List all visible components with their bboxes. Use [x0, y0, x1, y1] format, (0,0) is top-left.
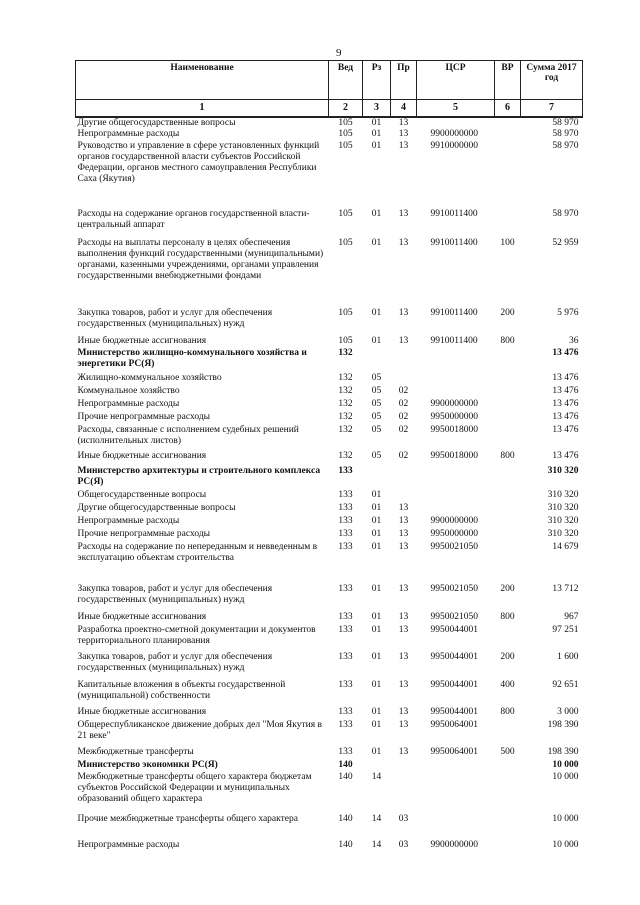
- table-row: [76, 308, 583, 336]
- cell-name: Непрограммные расходы: [77, 398, 180, 409]
- header-csr: ЦСР: [417, 61, 495, 100]
- cell-sum: 13 476: [552, 347, 579, 358]
- cell-name: Прочие непрограммные расходы: [77, 528, 211, 539]
- cell-vr: 800: [500, 611, 515, 622]
- cell-vr: [495, 466, 521, 490]
- table-row: [76, 516, 583, 529]
- cell-csr: 9900000000: [430, 398, 478, 409]
- cell-ved: 133: [338, 489, 353, 500]
- cell-ved: 132: [338, 347, 353, 358]
- cell-csr: 9950018000: [430, 450, 478, 461]
- cell-csr: [417, 772, 495, 814]
- cell-vr: [495, 348, 521, 373]
- cell-pr: 02: [398, 398, 409, 409]
- cell-vr: [495, 141, 521, 209]
- header-sum: Сумма 2017 год: [521, 61, 583, 100]
- cell-rz: 14: [371, 813, 382, 824]
- cell-pr: [391, 466, 417, 490]
- cell-vr: [495, 503, 521, 516]
- cell-name: Закупка товаров, работ и услуг для обеспечения государственных (муниципальных) нужд: [77, 307, 273, 329]
- cell-sum: 58 970: [552, 208, 579, 219]
- cell-name: Иные бюджетные ассигнования: [77, 611, 207, 622]
- cell-ved: 132: [338, 398, 353, 409]
- cell-rz: [363, 466, 391, 490]
- cell-name: Иные бюджетные ассигнования: [77, 335, 207, 346]
- cell-name: Министерство жилищно-коммунального хозяйства и энергетики РС(Я): [77, 347, 307, 369]
- cell-vr: [495, 516, 521, 529]
- cell-sum: 310 320: [547, 528, 579, 539]
- cell-pr: [391, 348, 417, 373]
- cell-rz: 05: [371, 372, 382, 383]
- cell-vr: [495, 529, 521, 542]
- cell-csr: [417, 503, 495, 516]
- cell-ved: 132: [338, 372, 353, 383]
- cell-sum: 58 970: [552, 140, 579, 151]
- table-row: [76, 584, 583, 612]
- cell-sum: 13 476: [552, 398, 579, 409]
- cell-csr: 9900000000: [430, 839, 478, 850]
- cell-vr: [495, 625, 521, 652]
- cell-ved: 105: [338, 237, 353, 248]
- cell-csr: 9950044001: [430, 679, 478, 690]
- cell-rz: 01: [371, 502, 382, 513]
- cell-rz: 14: [371, 839, 382, 850]
- cell-name: Расходы, связанные с исполнением судебных решений (исполнительных листов): [77, 424, 299, 446]
- cell-csr: 9950064001: [430, 746, 478, 757]
- cell-vr: [495, 490, 521, 503]
- cell-rz: 05: [371, 411, 382, 422]
- cell-vr: [495, 760, 521, 772]
- table-row: [76, 373, 583, 386]
- table-row: [76, 747, 583, 760]
- cell-sum: 13 712: [552, 583, 579, 594]
- cell-sum: 58 970: [552, 129, 579, 140]
- cell-rz: 01: [371, 335, 382, 346]
- cell-sum: 310 320: [547, 489, 579, 500]
- cell-pr: 13: [398, 129, 409, 140]
- cell-vr: [495, 840, 521, 854]
- cell-pr: [391, 772, 417, 814]
- cell-vr: [495, 129, 521, 140]
- cell-rz: [363, 348, 391, 373]
- table-row: [76, 542, 583, 584]
- table-row: [76, 652, 583, 680]
- table-row: [76, 238, 583, 308]
- cell-csr: [417, 490, 495, 503]
- cell-pr: 13: [398, 502, 409, 513]
- cell-rz: 01: [371, 129, 382, 140]
- cell-pr: 02: [398, 424, 409, 435]
- col-number: 5: [417, 100, 495, 118]
- cell-pr: 13: [398, 515, 409, 526]
- col-number: 4: [391, 100, 417, 118]
- cell-rz: 01: [371, 583, 382, 594]
- cell-rz: 01: [371, 515, 382, 526]
- cell-vr: 100: [500, 237, 515, 248]
- table-row: [76, 814, 583, 840]
- cell-ved: 133: [338, 583, 353, 594]
- cell-sum: 13 476: [552, 411, 579, 422]
- cell-name: Капитальные вложения в объекты государственной (муниципальной) собственности: [77, 679, 286, 701]
- cell-csr: 9900000000: [430, 129, 478, 140]
- cell-sum: 14 679: [552, 541, 579, 552]
- col-number: 2: [329, 100, 363, 118]
- cell-pr: 13: [398, 208, 409, 219]
- cell-ved: 105: [338, 129, 353, 140]
- cell-vr: [495, 117, 521, 129]
- table-body: [76, 117, 583, 854]
- cell-pr: 13: [398, 624, 409, 635]
- cell-vr: 200: [500, 651, 515, 662]
- budget-table: [75, 60, 583, 854]
- cell-rz: 01: [371, 651, 382, 662]
- table-row: [76, 399, 583, 412]
- col-number: 3: [363, 100, 391, 118]
- cell-name: Непрограммные расходы: [77, 839, 180, 850]
- cell-name: Расходы на содержание по непереданным и невведенным в эксплуатацию объектам строительства: [77, 541, 318, 563]
- cell-name: Общереспубликанское движение добрых дел "Моя Якутия в 21 веке": [77, 719, 322, 741]
- cell-ved: 132: [338, 411, 353, 422]
- cell-sum: 310 320: [547, 502, 579, 513]
- table-row: [76, 680, 583, 707]
- cell-ved: 133: [338, 624, 353, 635]
- cell-vr: 400: [500, 679, 515, 690]
- table-row: [76, 412, 583, 425]
- cell-pr: [391, 760, 417, 772]
- cell-rz: 01: [371, 118, 382, 128]
- cell-rz: 01: [371, 208, 382, 219]
- cell-csr: 9950021050: [430, 611, 478, 622]
- cell-ved: 133: [338, 651, 353, 662]
- cell-ved: 133: [338, 679, 353, 690]
- cell-pr: [391, 490, 417, 503]
- cell-name: Закупка товаров, работ и услуг для обеспечения государственных (муниципальных) нужд: [77, 583, 273, 605]
- cell-ved: 133: [338, 502, 353, 513]
- cell-sum: 310 320: [547, 465, 579, 476]
- cell-ved: 133: [338, 465, 353, 476]
- cell-csr: [417, 466, 495, 490]
- table-row: [76, 625, 583, 652]
- cell-sum: 1 600: [557, 651, 579, 662]
- table-row: [76, 466, 583, 490]
- cell-ved: 105: [338, 208, 353, 219]
- cell-pr: 13: [398, 541, 409, 552]
- cell-vr: [495, 209, 521, 238]
- cell-vr: [495, 542, 521, 584]
- cell-csr: [417, 117, 495, 129]
- cell-pr: 03: [398, 813, 409, 824]
- table-row: [76, 141, 583, 209]
- cell-ved: 133: [338, 719, 353, 730]
- cell-sum: 198 390: [547, 719, 579, 730]
- table-row: [76, 760, 583, 772]
- cell-rz: 05: [371, 398, 382, 409]
- cell-csr: 9910011400: [430, 208, 478, 219]
- table-row: [76, 386, 583, 399]
- cell-rz: 01: [371, 719, 382, 730]
- cell-csr: 9910011400: [430, 307, 478, 318]
- cell-name: Министерство архитектуры и строительного комплекса РС(Я): [77, 465, 321, 487]
- cell-rz: 01: [371, 489, 382, 500]
- cell-rz: 01: [371, 237, 382, 248]
- cell-sum: 13 476: [552, 372, 579, 383]
- cell-ved: 105: [338, 335, 353, 346]
- cell-csr: 9950021050: [430, 541, 478, 552]
- cell-vr: [495, 425, 521, 451]
- cell-name: Закупка товаров, работ и услуг для обеспечения государственных (муниципальных) нужд: [77, 651, 273, 673]
- cell-vr: 200: [500, 307, 515, 318]
- cell-vr: [495, 373, 521, 386]
- cell-pr: 13: [398, 719, 409, 730]
- table-row: [76, 451, 583, 466]
- cell-vr: [495, 412, 521, 425]
- cell-pr: 13: [398, 118, 409, 128]
- cell-pr: 02: [398, 411, 409, 422]
- cell-rz: 01: [371, 541, 382, 552]
- cell-name: Иные бюджетные ассигнования: [77, 450, 207, 461]
- table-row: [76, 720, 583, 747]
- cell-name: Иные бюджетные ассигнования: [77, 706, 207, 717]
- cell-csr: 9910000000: [430, 140, 478, 151]
- cell-rz: [363, 760, 391, 772]
- cell-pr: 02: [398, 385, 409, 396]
- cell-ved: 133: [338, 611, 353, 622]
- cell-name: Межбюджетные трансферты общего характера бюджетам субъектов Российской Федерации и муниципальных образований общего характера: [77, 771, 312, 805]
- cell-name: Другие общегосударственные вопросы: [77, 118, 236, 128]
- cell-sum: 92 651: [552, 679, 579, 690]
- page-number: 9: [336, 47, 342, 59]
- cell-name: Руководство и управление в сфере установленных функций органов государственной власти субъектов Российской Федерации, органов местного самоуправления Республики Саха (Якутия): [77, 140, 320, 185]
- cell-sum: 10 000: [552, 771, 579, 782]
- cell-sum: 10 000: [552, 759, 579, 770]
- cell-name: Другие общегосударственные вопросы: [77, 502, 236, 513]
- table-row: [76, 209, 583, 238]
- cell-rz: 01: [371, 307, 382, 318]
- cell-csr: 9950021050: [430, 583, 478, 594]
- cell-rz: 05: [371, 385, 382, 396]
- cell-ved: 105: [338, 307, 353, 318]
- header-ved: Вед: [329, 61, 363, 100]
- header-name: Наименование: [76, 61, 329, 100]
- cell-rz: 01: [371, 624, 382, 635]
- cell-ved: 132: [338, 450, 353, 461]
- cell-csr: 9950044001: [430, 651, 478, 662]
- cell-pr: 13: [398, 611, 409, 622]
- cell-sum: 13 476: [552, 450, 579, 461]
- cell-ved: 133: [338, 541, 353, 552]
- table-row: [76, 129, 583, 140]
- cell-csr: 9950018000: [430, 424, 478, 435]
- cell-rz: 05: [371, 424, 382, 435]
- cell-name: Министерство экономики РС(Я): [77, 759, 218, 770]
- cell-csr: 9950064001: [430, 719, 478, 730]
- cell-name: Прочие непрограммные расходы: [77, 411, 211, 422]
- cell-pr: 03: [398, 839, 409, 850]
- cell-csr: [417, 348, 495, 373]
- cell-name: Непрограммные расходы: [77, 129, 180, 140]
- cell-vr: 800: [500, 706, 515, 717]
- cell-sum: 58 970: [552, 118, 579, 128]
- table-header-row: [76, 61, 583, 100]
- cell-name: Расходы на выплаты персоналу в целях обеспечения выполнения функций государственными (муниципальными) органами, казенными учреждениями, органами управления государственными внебюджетными фондами: [77, 237, 324, 282]
- cell-rz: 01: [371, 679, 382, 690]
- cell-sum: 10 000: [552, 839, 579, 850]
- cell-vr: 800: [500, 450, 515, 461]
- cell-ved: 133: [338, 746, 353, 757]
- cell-csr: 9950044001: [430, 624, 478, 635]
- cell-sum: 13 476: [552, 385, 579, 396]
- cell-name: Коммунальное хозяйство: [77, 385, 180, 396]
- cell-sum: 198 390: [547, 746, 579, 757]
- table-row: [76, 772, 583, 814]
- cell-pr: 13: [398, 237, 409, 248]
- cell-name: Разработка проектно-сметной документации и документов территориального планирования: [77, 624, 316, 646]
- cell-rz: 01: [371, 611, 382, 622]
- cell-csr: [417, 814, 495, 840]
- cell-pr: 13: [398, 651, 409, 662]
- cell-csr: 9950000000: [430, 528, 478, 539]
- cell-pr: 13: [398, 307, 409, 318]
- cell-sum: 97 251: [552, 624, 579, 635]
- cell-csr: 9910011400: [430, 237, 478, 248]
- cell-ved: 140: [338, 813, 353, 824]
- cell-rz: 05: [371, 450, 382, 461]
- cell-vr: [495, 386, 521, 399]
- table-row: [76, 529, 583, 542]
- cell-name: Межбюджетные трансферты: [77, 746, 194, 757]
- cell-sum: 13 476: [552, 424, 579, 435]
- table-row: [76, 117, 583, 129]
- cell-sum: 310 320: [547, 515, 579, 526]
- column-number-row: [76, 100, 583, 118]
- col-number: 6: [495, 100, 521, 118]
- cell-csr: [417, 760, 495, 772]
- cell-vr: [495, 399, 521, 412]
- cell-vr: 500: [500, 746, 515, 757]
- table-row: [76, 707, 583, 720]
- header-rz: Рз: [363, 61, 391, 100]
- cell-sum: 3 000: [557, 706, 579, 717]
- cell-sum: 36: [569, 335, 579, 346]
- cell-pr: 13: [398, 528, 409, 539]
- cell-rz: 01: [371, 140, 382, 151]
- table-row: [76, 840, 583, 854]
- cell-csr: 9950000000: [430, 411, 478, 422]
- cell-pr: 13: [398, 140, 409, 151]
- cell-pr: 02: [398, 450, 409, 461]
- cell-csr: 9900000000: [430, 515, 478, 526]
- cell-sum: 5 976: [557, 307, 579, 318]
- cell-vr: [495, 772, 521, 814]
- cell-pr: 13: [398, 746, 409, 757]
- cell-name: Расходы на содержание органов государственной власти- центральный аппарат: [77, 208, 310, 230]
- table-row: [76, 503, 583, 516]
- cell-name: Жилищно-коммунальное хозяйство: [77, 372, 222, 383]
- cell-rz: 01: [371, 706, 382, 717]
- cell-vr: 800: [500, 335, 515, 346]
- cell-sum: 10 000: [552, 813, 579, 824]
- cell-ved: 133: [338, 515, 353, 526]
- cell-rz: 01: [371, 528, 382, 539]
- header-pr: Пр: [391, 61, 417, 100]
- table-row: [76, 425, 583, 451]
- cell-name: Непрограммные расходы: [77, 515, 180, 526]
- cell-vr: [495, 814, 521, 840]
- cell-rz: 14: [371, 771, 382, 782]
- cell-name: Прочие межбюджетные трансферты общего характера: [77, 813, 298, 824]
- cell-csr: [417, 373, 495, 386]
- cell-ved: 105: [338, 118, 353, 128]
- cell-vr: [495, 720, 521, 747]
- col-number: 1: [76, 100, 329, 118]
- cell-pr: 13: [398, 583, 409, 594]
- cell-vr: 200: [500, 583, 515, 594]
- cell-ved: 132: [338, 385, 353, 396]
- cell-ved: 133: [338, 528, 353, 539]
- cell-pr: 13: [398, 706, 409, 717]
- col-number: 7: [521, 100, 583, 118]
- cell-sum: 52 959: [552, 237, 579, 248]
- cell-ved: 132: [338, 424, 353, 435]
- table-row: [76, 490, 583, 503]
- cell-sum: 967: [564, 611, 579, 622]
- cell-csr: 9910011400: [430, 335, 478, 346]
- header-vr: ВР: [495, 61, 521, 100]
- cell-pr: 13: [398, 335, 409, 346]
- cell-ved: 140: [338, 771, 353, 782]
- cell-csr: [417, 386, 495, 399]
- cell-rz: 01: [371, 746, 382, 757]
- table-row: [76, 336, 583, 348]
- cell-pr: 13: [398, 679, 409, 690]
- table-row: [76, 612, 583, 625]
- cell-ved: 140: [338, 759, 353, 770]
- cell-csr: 9950044001: [430, 706, 478, 717]
- cell-pr: [391, 373, 417, 386]
- cell-ved: 105: [338, 140, 353, 151]
- cell-name: Общегосударственные вопросы: [77, 489, 207, 500]
- cell-ved: 133: [338, 706, 353, 717]
- cell-ved: 140: [338, 839, 353, 850]
- table-row: [76, 348, 583, 373]
